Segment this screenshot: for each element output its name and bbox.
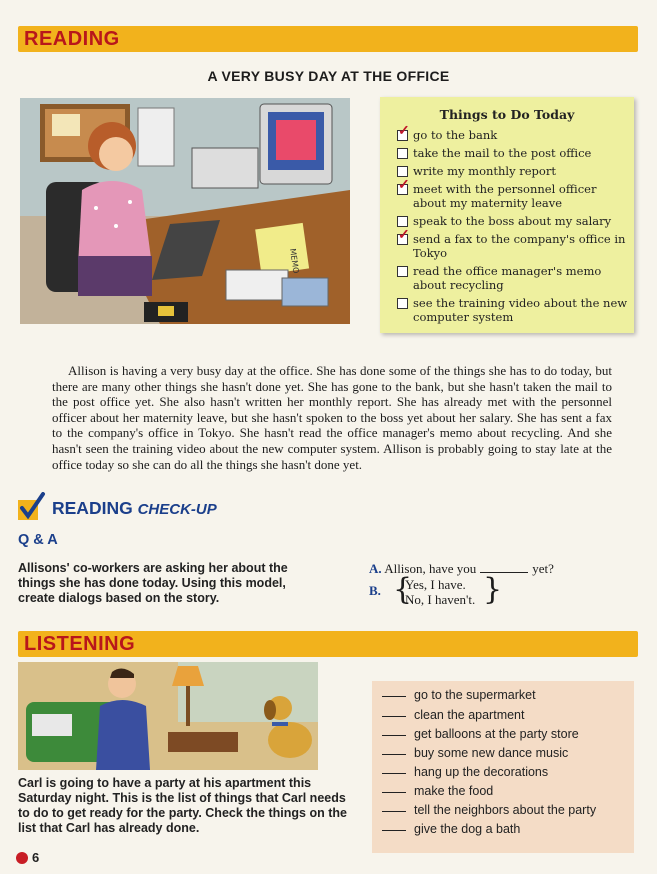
right-brace-icon: } xyxy=(483,572,503,607)
check-mark-icon xyxy=(16,492,46,522)
speaker-a-label: A. xyxy=(369,561,382,576)
chore-item[interactable] xyxy=(382,688,536,702)
model-b-line2: No, I haven't. xyxy=(405,592,476,607)
chore-text: make the food xyxy=(414,784,494,798)
answer-line[interactable] xyxy=(382,811,406,812)
checkbox[interactable] xyxy=(397,266,408,277)
answer-line[interactable] xyxy=(382,773,406,774)
checkbox[interactable] xyxy=(397,298,408,309)
chore-text: get balloons at the party store xyxy=(414,727,579,741)
speaker-b-label: B. xyxy=(369,583,381,598)
chore-text: give the dog a bath xyxy=(414,822,521,836)
listening-section-label: LISTENING xyxy=(24,633,136,655)
answer-line[interactable] xyxy=(382,792,406,793)
todo-item-text: go to the bank xyxy=(413,128,498,142)
chore-text: buy some new dance music xyxy=(414,746,569,760)
article-title: A VERY BUSY DAY AT THE OFFICE xyxy=(207,68,450,84)
todo-item[interactable] xyxy=(380,123,634,142)
reading-section-header xyxy=(18,26,638,52)
chore-text: go to the supermarket xyxy=(414,688,536,702)
todo-item[interactable] xyxy=(380,164,634,178)
todo-item-text: take the mail to the post office xyxy=(413,146,592,160)
story-paragraph: Allison is having a very busy day at the office. She has done some of the things she has to do today, but there are many other things she hasn't done yet. She has gone to the bank, but she hasn't taken the mail to the post office yet. She also hasn't written her monthly report. She has already met with the personnel officer about her maternity leave, but she hasn't spoken to the boss yet about her salary. She has sent a fax to the company's office in Tokyo. She hasn't read the office manager's memo about recycling. And she hasn't seen the training video about the new computer system. Allison is probably going to stay late at the office today so she can do all the things she hasn't done yet. xyxy=(52,363,612,472)
checkbox[interactable] xyxy=(397,148,408,159)
answer-line[interactable] xyxy=(382,735,406,736)
todo-item-text: meet with the personnel officer about my maternity leave xyxy=(413,182,597,210)
checkup-title-italic: CHECK-UP xyxy=(137,501,217,518)
todo-item[interactable] xyxy=(380,146,634,160)
listening-section-header xyxy=(18,631,638,657)
todo-item[interactable] xyxy=(380,264,634,292)
office-illustration xyxy=(20,98,350,324)
chore-item[interactable] xyxy=(382,708,525,722)
check-mark-icon: ✓ xyxy=(398,177,410,193)
checkbox[interactable] xyxy=(397,166,408,177)
listening-description: Carl is going to have a party at his apartment this Saturday night. This is the list of things that Carl needs to do to get ready for the party. Check the things on the list that Carl has already done. xyxy=(18,776,347,835)
todo-title: Things to Do Today xyxy=(439,107,575,122)
left-brace-icon: { xyxy=(393,572,413,607)
todo-item[interactable] xyxy=(380,177,634,210)
reading-section-label: READING xyxy=(24,28,120,50)
reading-checkup-title xyxy=(52,498,217,519)
answer-line[interactable] xyxy=(382,716,406,717)
todo-item-text: send a fax to the company's office in Tokyo xyxy=(413,232,626,260)
page-number: 6 xyxy=(32,850,40,865)
chore-item[interactable] xyxy=(382,765,548,779)
chore-item[interactable] xyxy=(382,822,520,836)
model-b-line1: Yes, I have. xyxy=(405,577,466,592)
answer-line[interactable] xyxy=(382,696,406,697)
chore-item[interactable] xyxy=(382,784,493,798)
chores-list-card xyxy=(372,681,634,853)
answer-line[interactable] xyxy=(382,830,406,831)
todo-item[interactable] xyxy=(380,296,634,324)
todo-item-text: write my monthly report xyxy=(413,164,556,178)
todo-item-text: speak to the boss about my salary xyxy=(413,214,612,228)
model-a-text-after: yet? xyxy=(532,561,554,576)
memo-label: MEMO xyxy=(288,247,301,275)
chore-text: tell the neighbors about the party xyxy=(414,803,597,817)
chore-text: clean the apartment xyxy=(414,708,525,722)
check-mark-icon: ✓ xyxy=(398,227,410,243)
todo-item[interactable] xyxy=(380,227,634,260)
check-mark-icon: ✓ xyxy=(398,123,410,139)
qa-label: Q & A xyxy=(18,532,58,548)
qa-instructions: Allisons' co-workers are asking her about the things she has done today. Using this model, create dialogs based on the story. xyxy=(18,561,288,605)
chore-text: hang up the decorations xyxy=(414,765,549,779)
chore-item[interactable] xyxy=(382,746,568,760)
chore-item[interactable] xyxy=(382,727,579,741)
todo-item[interactable] xyxy=(380,214,634,228)
model-line-b xyxy=(405,577,475,607)
page-marker-icon xyxy=(16,852,28,864)
todo-item-text: read the office manager's memo about recycling xyxy=(413,264,602,292)
todo-item-text: see the training video about the new computer system xyxy=(413,296,628,324)
checkbox[interactable] xyxy=(397,216,408,227)
checkup-title-main: READING xyxy=(52,498,133,518)
answer-line[interactable] xyxy=(382,754,406,755)
party-illustration xyxy=(18,662,318,770)
chore-item[interactable] xyxy=(382,803,596,817)
todo-list-card xyxy=(380,97,634,333)
model-a-text-before: Allison, have you xyxy=(384,561,477,576)
